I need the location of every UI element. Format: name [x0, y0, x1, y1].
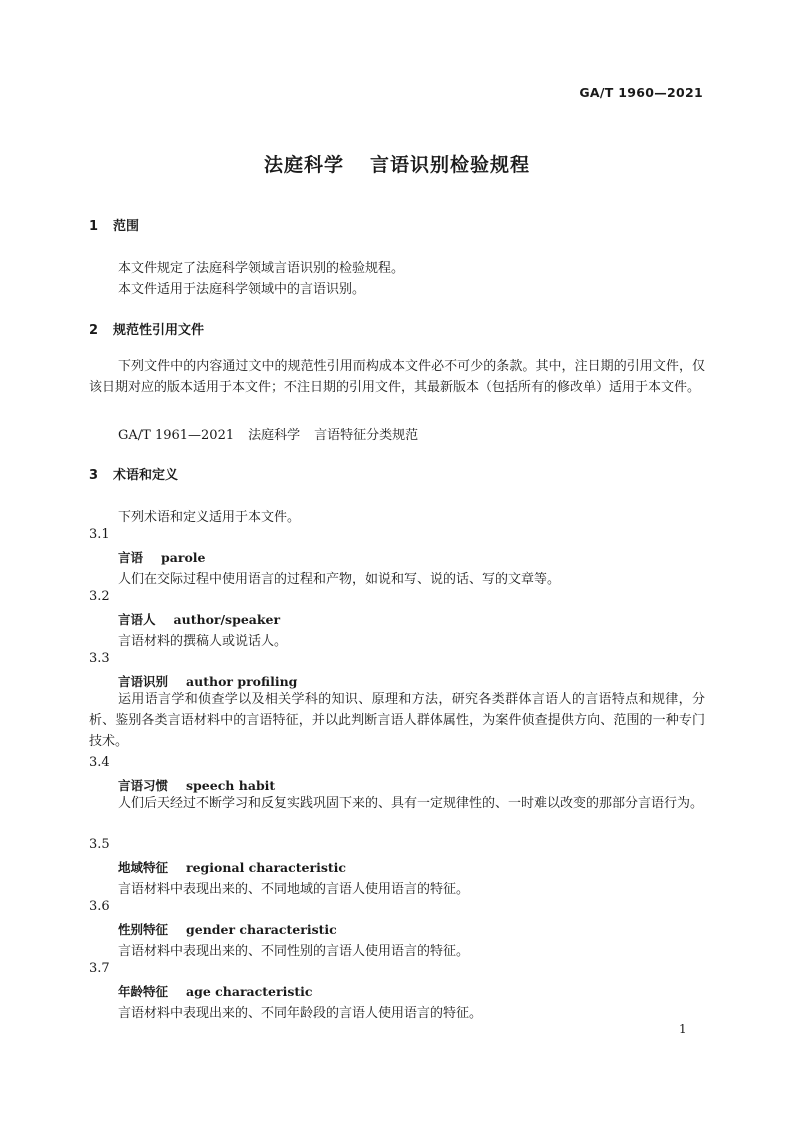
section-1-title: 范围 — [113, 219, 140, 234]
term-definition: 人们在交际过程中使用语言的过程和产物，如说和写、说的话、写的文章等。 — [118, 572, 561, 587]
term-zh: 性别特征 — [118, 922, 169, 937]
term-number: 3.3 — [89, 651, 110, 666]
term-en: speech habit — [186, 778, 276, 793]
section-3-number: 3 — [89, 468, 99, 483]
standard-code: GA/T 1960—2021 — [579, 85, 703, 100]
section-2-heading — [89, 319, 204, 338]
term-heading — [118, 672, 297, 690]
term-number: 3.5 — [89, 837, 110, 852]
term-definition: 运用语言学和侦查学以及相关学科的知识、原理和方法，研究各类群体言语人的言语特点和规律，分析、鉴别各类言语材料中的言语特征，并以此判断言语人群体属性，为案件侦查提供方向、范围的一种专门技术。 — [89, 692, 705, 749]
term-heading — [118, 548, 205, 566]
reference-code: GA/T 1961—2021 — [118, 428, 235, 443]
page-number: 1 — [679, 1022, 687, 1036]
section-1-paragraph-2: 本文件适用于法庭科学领域中的言语识别。 — [118, 282, 366, 297]
term-definition: 言语材料中表现出来的、不同年龄段的言语人使用语言的特征。 — [118, 1006, 483, 1021]
term-zh: 言语 — [118, 550, 144, 565]
term-en: author/speaker — [173, 612, 281, 627]
term-definition: 言语材料中表现出来的、不同地域的言语人使用语言的特征。 — [118, 882, 470, 897]
term-heading — [118, 982, 313, 1000]
section-1-heading — [89, 215, 139, 234]
term-number: 3.2 — [89, 589, 110, 604]
section-3-title: 术语和定义 — [113, 468, 179, 483]
term-heading — [118, 858, 346, 876]
term-definition: 言语材料的撰稿人或说话人。 — [118, 634, 288, 649]
title-part-2: 言语识别检验规程 — [370, 154, 531, 176]
term-en: parole — [161, 550, 206, 565]
term-en: author profiling — [186, 674, 298, 689]
term-zh: 言语习惯 — [118, 778, 169, 793]
term-en: gender characteristic — [186, 922, 337, 937]
term-definition: 人们后天经过不断学习和反复实践巩固下来的、具有一定规律性的、一时难以改变的那部分言语行为。 — [118, 796, 704, 811]
term-zh: 言语人 — [118, 612, 156, 627]
reference-title-part-2: 言语特征分类规范 — [314, 428, 419, 443]
section-1-paragraph-1: 本文件规定了法庭科学领域言语识别的检验规程。 — [118, 261, 405, 276]
term-number: 3.1 — [89, 527, 110, 542]
section-1-number: 1 — [89, 219, 99, 234]
term-definition: 言语材料中表现出来的、不同性别的言语人使用语言的特征。 — [118, 944, 470, 959]
term-heading — [118, 776, 275, 794]
normative-reference — [118, 424, 418, 443]
section-3-heading — [89, 464, 178, 483]
term-number: 3.4 — [89, 755, 110, 770]
document-title — [0, 150, 794, 177]
term-heading — [118, 920, 337, 938]
term-en: regional characteristic — [186, 860, 346, 875]
term-en: age characteristic — [186, 984, 313, 999]
term-zh: 言语识别 — [118, 674, 169, 689]
section-2-title: 规范性引用文件 — [113, 323, 205, 338]
term-number: 3.7 — [89, 961, 110, 976]
section-2-number: 2 — [89, 323, 99, 338]
section-2-paragraph: 下列文件中的内容通过文中的规范性引用而构成本文件必不可少的条款。其中，注日期的引用文件，仅该日期对应的版本适用于本文件；不注日期的引用文件，其最新版本（包括所有的修改单）适用于本文件。 — [89, 359, 705, 395]
section-3-intro: 下列术语和定义适用于本文件。 — [118, 510, 301, 525]
term-number: 3.6 — [89, 899, 110, 914]
term-zh: 地域特征 — [118, 860, 169, 875]
term-zh: 年龄特征 — [118, 984, 169, 999]
term-heading — [118, 610, 280, 628]
reference-title-part-1: 法庭科学 — [248, 428, 301, 443]
title-part-1: 法庭科学 — [263, 154, 344, 176]
